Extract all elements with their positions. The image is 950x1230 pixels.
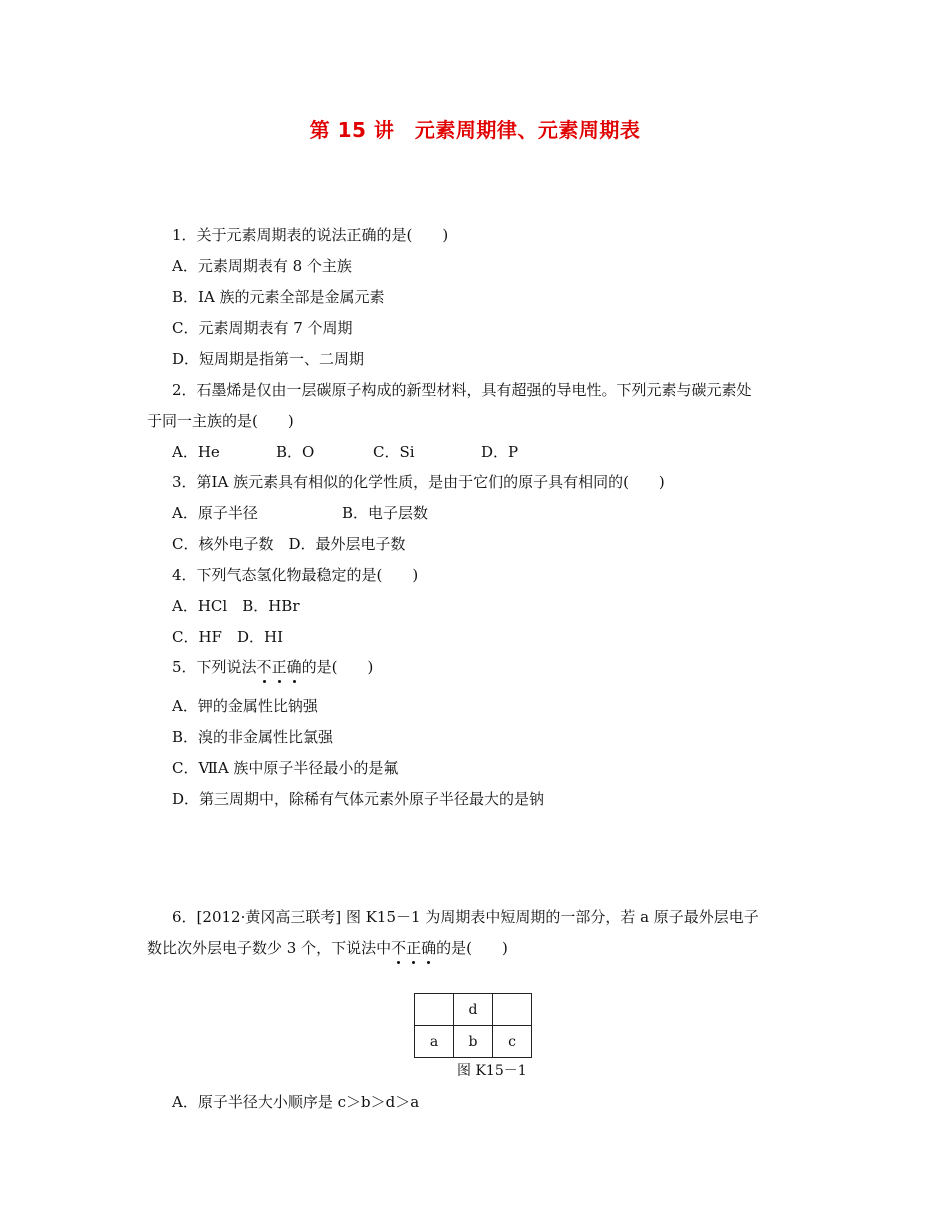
table-row: [415, 1026, 532, 1058]
table-cell: c: [493, 1026, 532, 1058]
question-1-option-b: B．ⅠA 族的元素全部是金属元素: [172, 288, 385, 306]
question-3-options-cd: C．核外电子数 D．最外层电子数: [172, 535, 406, 553]
table-cell: [415, 994, 454, 1026]
question-2-option-c: C．Si: [373, 443, 415, 461]
question-4-stem: 4．下列气态氢化物最稳定的是( ): [172, 566, 419, 584]
question-5-option-a: A．钾的金属性比钠强: [172, 697, 318, 715]
question-3-option-a: A．原子半径: [172, 504, 258, 522]
question-6-stem-line-1: 6．[2012·黄冈高三联考] 图 K15－1 为周期表中短周期的一部分，若 a 原子最外层电子: [172, 908, 759, 926]
question-1-option-a: A．元素周期表有 8 个主族: [172, 257, 352, 275]
emphasis-char: 正: [406, 939, 422, 957]
table-cell: d: [454, 994, 493, 1026]
question-2-option-d: D．P: [481, 443, 519, 461]
question-6-stem-line-2: [147, 938, 508, 958]
table-cell: b: [454, 1026, 493, 1058]
question-5-stem-pre: 5．下列说法: [172, 658, 257, 676]
question-1-option-d: D．短周期是指第一、二周期: [172, 350, 365, 368]
question-5-option-d: D．第三周期中，除稀有气体元素外原子半径最大的是钠: [172, 790, 545, 808]
figure-caption: 图 K15－1: [457, 1063, 527, 1079]
question-6-stem-pre: 数比次外层电子数少 3 个，下说法中: [147, 939, 392, 957]
question-5-option-b: B．溴的非金属性比氯强: [172, 728, 334, 746]
question-2-option-b: B．O: [276, 443, 315, 461]
emphasis-char: 不: [256, 658, 272, 676]
question-6-option-a: A．原子半径大小顺序是 c＞b＞d＞a: [172, 1093, 420, 1111]
question-5-stem: [172, 657, 373, 677]
question-6-stem-post: 的是( ): [436, 939, 508, 957]
question-1-stem: 1．关于元素周期表的说法正确的是( ): [172, 226, 449, 244]
question-5-stem-post: 的是( ): [301, 658, 374, 676]
periodic-table-fragment: [414, 993, 532, 1058]
question-1-option-c: C．元素周期表有 7 个周期: [172, 319, 353, 337]
question-4-options-cd: C．HF D．HI: [172, 628, 283, 646]
question-3-option-b: B．电子层数: [342, 504, 429, 522]
question-2-stem-line-2: 于同一主族的是( ): [147, 412, 294, 430]
question-5-option-c: C．ⅦA 族中原子半径最小的是氟: [172, 759, 399, 777]
emphasis-char: 确: [286, 658, 302, 676]
question-4-options-ab: A．HCl B．HBr: [172, 597, 300, 615]
question-3-stem: 3．第ⅠA 族元素具有相似的化学性质，是由于它们的原子具有相同的( ): [172, 473, 665, 491]
table-cell: a: [415, 1026, 454, 1058]
table-cell: [493, 994, 532, 1026]
emphasis-char: 正: [271, 658, 287, 676]
emphasis-char: 不: [391, 939, 407, 957]
page-title: 第 15 讲 元素周期律、元素周期表: [309, 118, 641, 142]
question-2-stem-line-1: 2．石墨烯是仅由一层碳原子构成的新型材料，具有超强的导电性。下列元素与碳元素处: [172, 381, 752, 399]
emphasis-char: 确: [421, 939, 437, 957]
question-2-option-a: A．He: [172, 443, 220, 461]
table-row: [415, 994, 532, 1026]
